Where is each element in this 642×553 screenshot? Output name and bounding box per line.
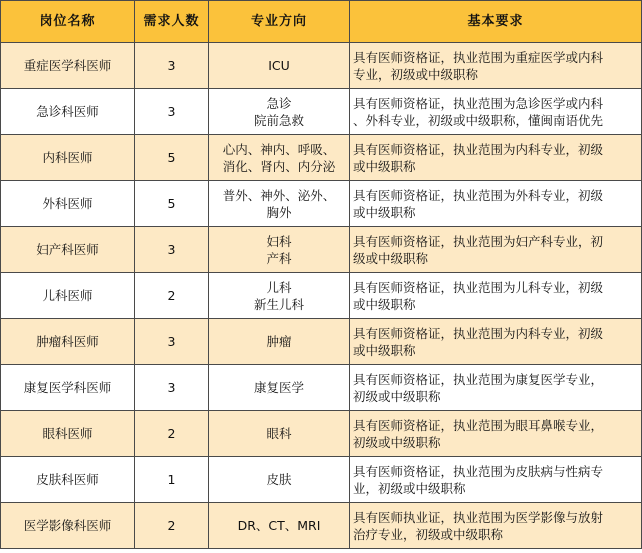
requirement-line: 具有医师资格证，执业范围为内科专业，初级 — [353, 141, 604, 157]
table-row — [1, 181, 642, 227]
position-title: 眼科医师 — [1, 411, 135, 457]
position-title: 儿科医师 — [1, 273, 135, 319]
specialty-line: DR、CT、MRI — [237, 518, 321, 533]
requirement-line: 具有医师资格证，执业范围为眼耳鼻喉专业， — [353, 417, 604, 433]
requirement-line: 专业，初级或中级职称 — [353, 66, 479, 82]
requirement-line: 具有医师执业证，执业范围为医学影像与放射 — [353, 509, 604, 525]
specialty-line: 消化、肾内、内分泌 — [222, 158, 336, 174]
requirements-cell — [350, 227, 642, 273]
requirement-line: 或中级职称 — [353, 158, 416, 174]
headcount: 2 — [135, 503, 209, 549]
headcount: 3 — [135, 89, 209, 135]
requirements-cell — [350, 411, 642, 457]
headcount: 3 — [135, 43, 209, 89]
position-title: 皮肤科医师 — [1, 457, 135, 503]
header-major: 专业方向 — [209, 1, 350, 43]
requirements-cell — [350, 273, 642, 319]
header-count: 需求人数 — [135, 1, 209, 43]
requirement-line: 具有医师资格证，执业范围为重症医学或内科 — [353, 49, 604, 65]
requirement-line: 具有医师资格证，执业范围为外科专业，初级 — [353, 187, 604, 203]
requirement-line: 具有医师资格证，执业范围为内科专业，初级 — [353, 325, 604, 341]
header-position: 岗位名称 — [1, 1, 135, 43]
specialty-line: 皮肤 — [266, 472, 292, 487]
table-row — [1, 365, 642, 411]
headcount: 5 — [135, 135, 209, 181]
table-row — [1, 411, 642, 457]
specialty-line: 普外、神外、泌外、 — [222, 187, 336, 203]
requirement-line: 级或中级职称 — [353, 250, 429, 266]
position-title: 康复医学科医师 — [1, 365, 135, 411]
headcount: 5 — [135, 181, 209, 227]
requirement-line: 业，初级或中级职称 — [353, 480, 466, 496]
headcount: 2 — [135, 273, 209, 319]
specialty-line: 儿科 — [266, 279, 292, 295]
requirement-line: 、外科专业，初级或中级职称，懂闽南语优先 — [353, 112, 604, 128]
specialty-cell — [209, 227, 350, 273]
requirements-cell — [350, 457, 642, 503]
headcount: 1 — [135, 457, 209, 503]
specialty-line: 心内、神内、呼吸、 — [222, 141, 336, 157]
specialty-cell — [209, 411, 350, 457]
table-row — [1, 43, 642, 89]
specialty-line: 妇科 — [266, 233, 292, 249]
table-row — [1, 135, 642, 181]
requirements-cell — [350, 319, 642, 365]
specialty-cell — [209, 89, 350, 135]
headcount: 2 — [135, 411, 209, 457]
position-title: 内科医师 — [1, 135, 135, 181]
specialty-line: 急诊 — [266, 95, 292, 111]
table-row — [1, 503, 642, 549]
headcount: 3 — [135, 319, 209, 365]
table-row — [1, 89, 642, 135]
specialty-line: 眼科 — [266, 426, 292, 441]
requirements-cell — [350, 503, 642, 549]
specialty-cell — [209, 457, 350, 503]
header-requirements: 基本要求 — [350, 1, 642, 43]
headcount: 3 — [135, 365, 209, 411]
requirement-line: 初级或中级职称 — [353, 434, 441, 450]
position-title: 医学影像科医师 — [1, 503, 135, 549]
requirements-cell — [350, 43, 642, 89]
specialty-line: ICU — [268, 58, 290, 73]
position-title: 急诊科医师 — [1, 89, 135, 135]
specialty-cell — [209, 273, 350, 319]
requirement-line: 或中级职称 — [353, 204, 416, 220]
specialty-line: 新生儿科 — [253, 296, 304, 312]
specialty-cell — [209, 365, 350, 411]
requirements-cell — [350, 365, 642, 411]
table-row — [1, 273, 642, 319]
specialty-cell — [209, 43, 350, 89]
specialty-cell — [209, 181, 350, 227]
table-row — [1, 319, 642, 365]
headcount: 3 — [135, 227, 209, 273]
specialty-line: 产科 — [266, 250, 292, 266]
requirement-line: 具有医师资格证，执业范围为急诊医学或内科 — [353, 95, 604, 111]
position-title: 妇产科医师 — [1, 227, 135, 273]
position-title: 外科医师 — [1, 181, 135, 227]
requirements-cell — [350, 181, 642, 227]
table-row — [1, 457, 642, 503]
specialty-line: 康复医学 — [253, 380, 304, 395]
requirements-cell — [350, 135, 642, 181]
specialty-cell — [209, 503, 350, 549]
specialty-line: 肿瘤 — [266, 334, 292, 349]
requirement-line: 具有医师资格证，执业范围为康复医学专业， — [353, 371, 604, 387]
header-row — [1, 1, 642, 43]
position-title: 重症医学科医师 — [1, 43, 135, 89]
specialty-line: 胸外 — [266, 204, 292, 220]
requirement-line: 治疗专业，初级或中级职称 — [353, 526, 504, 542]
requirement-line: 或中级职称 — [353, 296, 416, 312]
specialty-line: 院前急救 — [253, 112, 304, 128]
requirement-line: 具有医师资格证，执业范围为皮肤病与性病专 — [353, 463, 604, 479]
specialty-cell — [209, 319, 350, 365]
requirements-cell — [350, 89, 642, 135]
table-body — [1, 43, 642, 549]
requirement-line: 或中级职称 — [353, 342, 416, 358]
requirement-line: 具有医师资格证，执业范围为儿科专业，初级 — [353, 279, 604, 295]
specialty-cell — [209, 135, 350, 181]
table-row — [1, 227, 642, 273]
requirement-line: 初级或中级职称 — [353, 388, 441, 404]
position-title: 肿瘤科医师 — [1, 319, 135, 365]
requirement-line: 具有医师资格证，执业范围为妇产科专业，初 — [353, 233, 604, 249]
